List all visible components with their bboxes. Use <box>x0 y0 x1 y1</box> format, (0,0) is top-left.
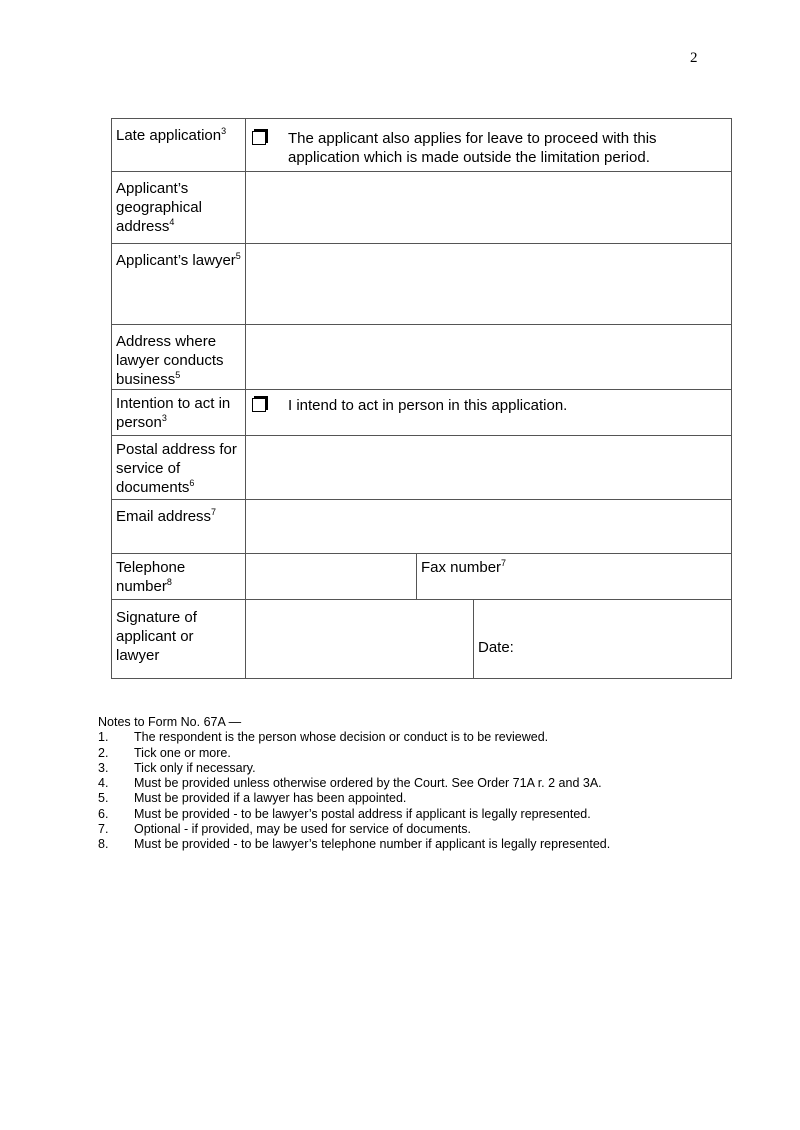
postal-address-label: Postal address for service of documents$^6$ <box>112 436 246 500</box>
postal-address-field[interactable] <box>246 436 732 500</box>
late-application-checkbox-text: The applicant also applies for leave to proceed with this application which is made outside the limitation period. <box>288 130 657 166</box>
late-application-row <box>112 119 732 172</box>
geographical-address-row <box>112 172 732 244</box>
lawyer-label: Applicant’s lawyer$^5$ <box>112 244 246 325</box>
geographical-address-field[interactable] <box>246 172 732 244</box>
notes-heading: Notes to Form No. 67A — <box>98 715 242 729</box>
late-application-label: Late application$^3$ <box>112 119 246 172</box>
geographical-address-label: Applicant’s geographical address$^4$ <box>112 172 246 244</box>
lawyer-business-address-field[interactable] <box>246 325 732 390</box>
lawyer-business-address-label: Address where lawyer conducts business$^5$ <box>112 325 246 390</box>
note-item: 4. Must be provided unless otherwise ordered by the Court. See Order 71A r. 2 and 3A. <box>98 776 602 791</box>
note-item: 5. Must be provided if a lawyer has been appointed. <box>98 791 407 806</box>
note-item: 8. Must be provided - to be lawyer’s telephone number if applicant is legally represented. <box>98 837 611 852</box>
intention-in-person-field[interactable] <box>246 390 732 436</box>
note-item: 3. Tick only if necessary. <box>98 760 256 775</box>
note-item: 6. Must be provided - to be lawyer’s postal address if applicant is legally represented. <box>98 806 591 821</box>
application-form-table <box>111 118 732 679</box>
email-label: Email address$^7$ <box>112 500 246 554</box>
note-item: 2. Tick one or more. <box>98 745 231 760</box>
lawyer-field[interactable] <box>246 244 732 325</box>
telephone-field[interactable] <box>246 554 417 600</box>
intention-in-person-row <box>112 390 732 436</box>
email-row <box>112 500 732 554</box>
telephone-label: Telephone number$^8$ <box>112 554 246 600</box>
signature-field[interactable] <box>246 600 474 679</box>
date-field[interactable] <box>474 600 732 679</box>
telephone-fax-row <box>112 554 732 600</box>
note-item: 7. Optional - if provided, may be used for service of documents. <box>98 822 471 837</box>
note-item: 1. The respondent is the person whose decision or conduct is to be reviewed. <box>98 730 549 745</box>
intention-in-person-checkbox-text: I intend to act in person in this application. <box>288 397 568 414</box>
fax-label: Fax number$^7$ <box>421 558 507 576</box>
email-field[interactable] <box>246 500 732 554</box>
signature-label: Signature of applicant or lawyer <box>112 600 246 679</box>
lawyer-business-address-row <box>112 325 732 390</box>
postal-address-row <box>112 436 732 500</box>
form-notes <box>98 715 738 853</box>
date-label: Date: <box>478 639 514 656</box>
fax-field[interactable] <box>417 554 732 600</box>
signature-row <box>112 600 732 679</box>
page-number: 2 <box>690 50 698 66</box>
intention-in-person-label: Intention to act in person$^3$ <box>112 390 246 436</box>
late-application-checkbox[interactable] <box>252 131 266 145</box>
late-application-field[interactable] <box>246 119 732 172</box>
intention-in-person-checkbox[interactable] <box>252 398 266 412</box>
lawyer-row <box>112 244 732 325</box>
